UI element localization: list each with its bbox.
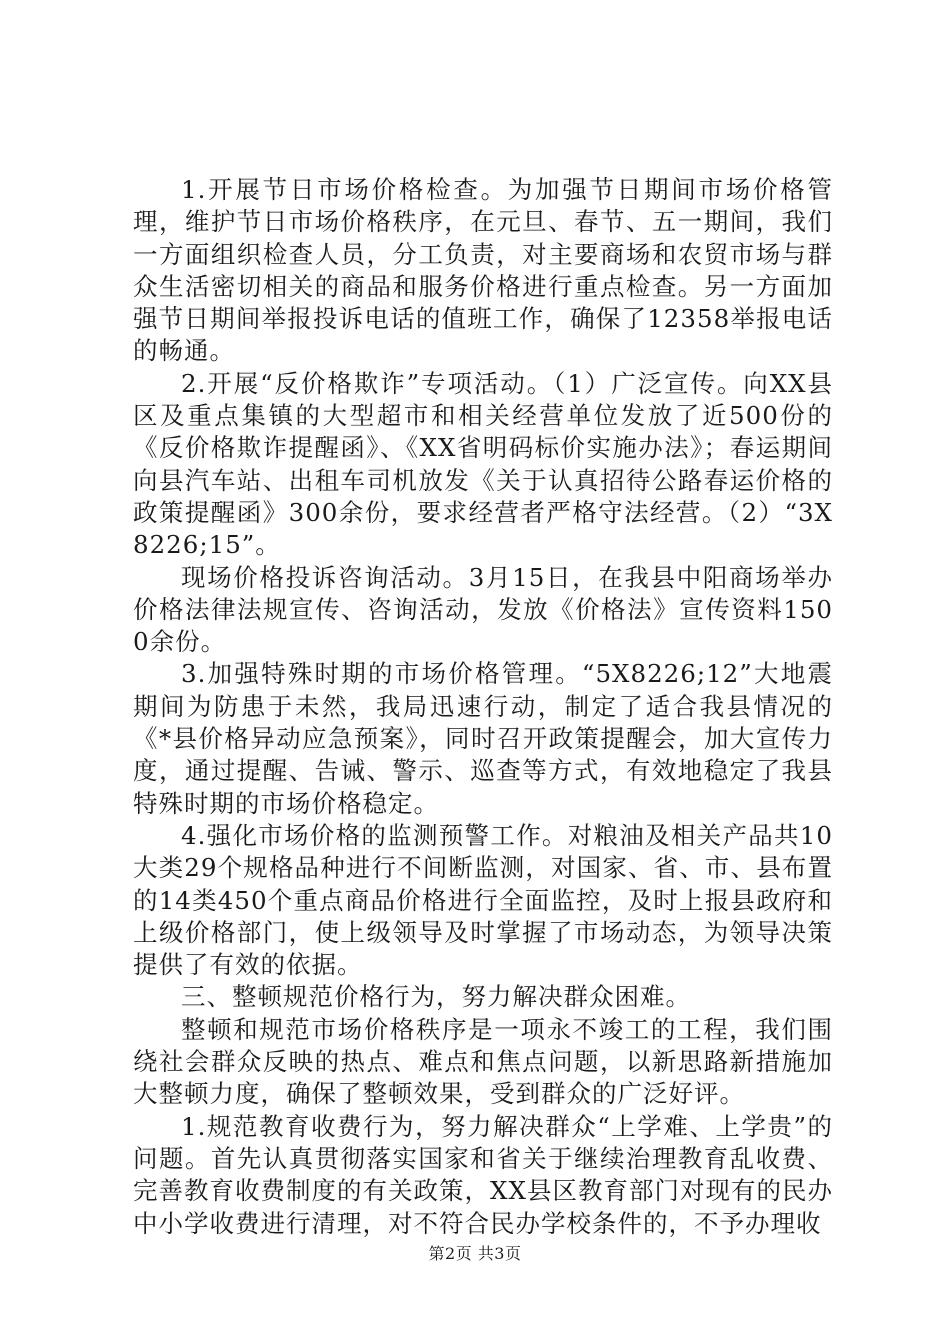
paragraph-complaint-consulting: 现场价格投诉咨询活动。3月15日，在我县中阳商场举办价格法律法规宣传、咨询活动，发放《价格法》宣传资料1500余份。 (133, 562, 833, 657)
paragraph-holiday-price-check: 1.开展节日市场价格检查。为加强节日期间市场价格管理，维护节日市场价格秩序，在元旦、春节、五一期间，我们一方面组织检查人员，分工负责，对主要商场和农贸市场与群众生活密切相关的商品和服务价格进行重点检查。另一方面加强节日期间举报投诉电话的值班工作，确保了12358举报电话的畅通。 (133, 175, 833, 366)
paragraph-special-period: 3.加强特殊时期的市场价格管理。“5X8226;12”大地震期间为防患于未然，我局迅速行动，制定了适合我县情况的《*县价格异动应急预案》，同时召开政策提醒会，加大宣传力度，通过提醒、告诫、警示、巡查等方式，有效地稳定了我县特殊时期的市场价格稳定。 (133, 659, 833, 818)
section-heading-rectify: 三、整顿规范价格行为，努力解决群众困难。 (181, 982, 691, 1012)
paragraph-rectify-intro: 整顿和规范市场价格秩序是一项永不竣工的工程，我们围绕社会群众反映的热点、难点和焦点问题，以新思路新措施加大整顿力度，确保了整顿效果，受到群众的广泛好评。 (133, 1014, 833, 1109)
page-footer: 第2页 共3页 (428, 1244, 522, 1263)
paragraph-monitoring-warning: 4.强化市场价格的监测预警工作。对粮油及相关产品共10大类29个规格品种进行不间断监测，对国家、省、市、县布置的14类450个重点商品价格进行全面监控，及时上报县政府和上级价格部门，使上级领导及时掌握了市场动态，为领导决策提供了有效的依据。 (133, 820, 833, 980)
document-body (133, 174, 833, 1240)
paragraph-education-fees: 1.规范教育收费行为，努力解决群众“上学难、上学贵”的问题。首先认真贯彻落实国家和省关于继续治理教育乱收费、完善教育收费制度的有关政策，XX县区教育部门对现有的民办中小学收费进行清理，对不符合民办学校条件的，不予办理收 (133, 1111, 833, 1238)
paragraph-anti-price-fraud: 2.开展“反价格欺诈”专项活动。（1）广泛宣传。向XX县区及重点集镇的大型超市和相关经营单位发放了近500份的《反价格欺诈提醒函》、《XX省明码标价实施办法》；春运期间向县汽车站、出租车司机放发《关于认真招待公路春运价格的政策提醒函》300余份，要求经营者严格守法经营。（2）“3X8226;15”。 (133, 368, 833, 560)
